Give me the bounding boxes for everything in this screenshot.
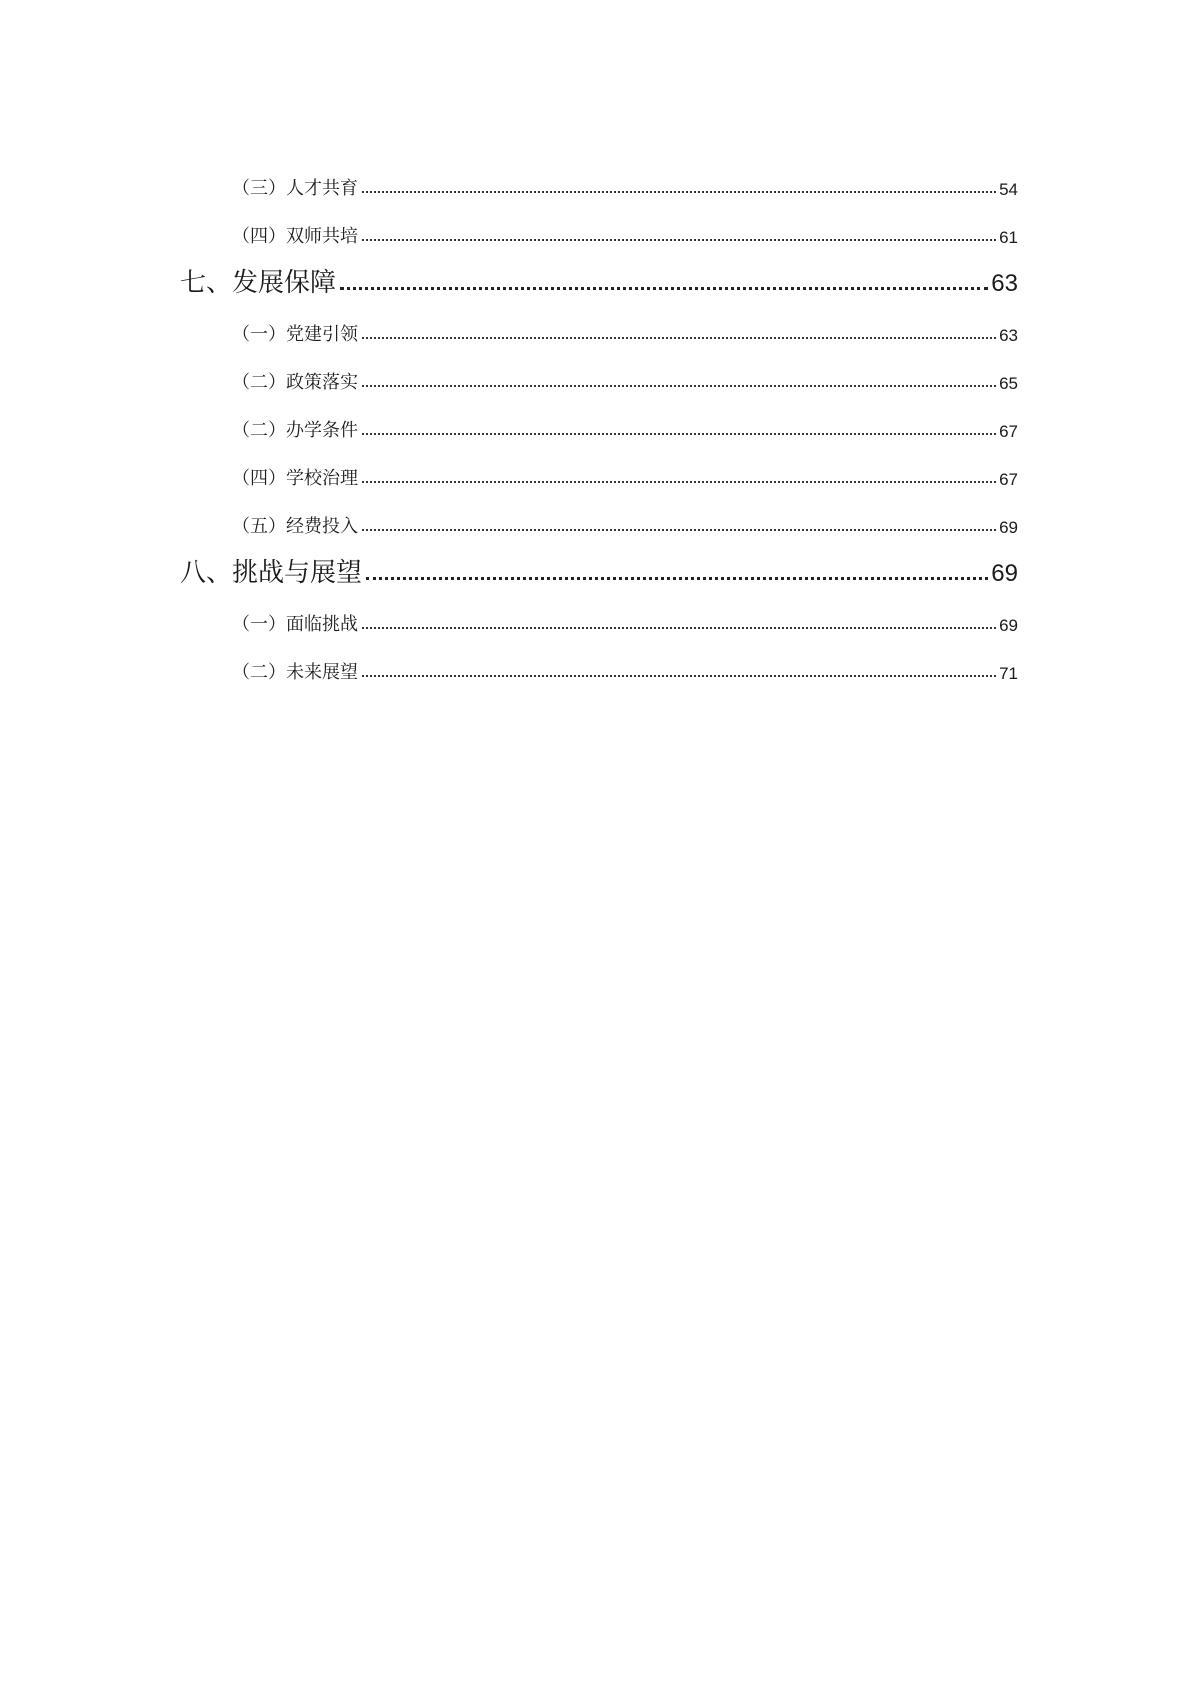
toc-page-number: 67 xyxy=(999,422,1018,441)
toc-page-number: 63 xyxy=(999,326,1018,345)
toc-chapter-label: 八、挑战与展望 xyxy=(180,558,363,588)
toc-entry-label: （二）政策落实 xyxy=(232,372,358,393)
toc-entry-label: （四）学校治理 xyxy=(232,468,358,489)
toc-entry-label: （四）双师共培 xyxy=(232,226,358,247)
table-of-contents xyxy=(180,150,1018,682)
toc-chapter-label: 七、发展保障 xyxy=(180,268,337,298)
toc-entry-label: （一）面临挑战 xyxy=(232,614,358,635)
toc-entry-dangjian-yinling[interactable] xyxy=(180,296,1018,344)
toc-entry-jingfei-touru[interactable] xyxy=(180,488,1018,536)
toc-dot-leader xyxy=(366,577,988,580)
toc-entry-weilai-zhanwang[interactable] xyxy=(180,634,1018,682)
toc-dot-leader xyxy=(362,627,996,629)
toc-chapter-tiaozhan-zhanwang[interactable] xyxy=(180,536,1018,586)
toc-entry-label: （二）办学条件 xyxy=(232,420,358,441)
toc-dot-leader xyxy=(362,481,996,483)
toc-page-number: 71 xyxy=(999,664,1018,683)
toc-dot-leader xyxy=(362,239,996,241)
toc-entry-zhengce-luoshi[interactable] xyxy=(180,344,1018,392)
toc-page-number: 61 xyxy=(999,228,1018,247)
toc-page-number: 69 xyxy=(999,518,1018,537)
toc-entry-label: （一）党建引领 xyxy=(232,324,358,345)
toc-entry-label: （二）未来展望 xyxy=(232,662,358,683)
toc-chapter-fazhan-baozhang[interactable] xyxy=(180,246,1018,296)
toc-dot-leader xyxy=(340,287,988,290)
toc-page-number: 63 xyxy=(991,270,1018,297)
toc-dot-leader xyxy=(362,385,996,387)
toc-page-number: 54 xyxy=(999,180,1018,199)
toc-page-number: 65 xyxy=(999,374,1018,393)
toc-entry-xuexiao-zhili[interactable] xyxy=(180,440,1018,488)
toc-entry-shuangshi-gongpei[interactable] xyxy=(180,198,1018,246)
toc-entry-banxue-tiaojian[interactable] xyxy=(180,392,1018,440)
toc-dot-leader xyxy=(362,675,996,677)
toc-dot-leader xyxy=(362,433,996,435)
toc-entry-rencai-gongyu[interactable] xyxy=(180,150,1018,198)
toc-dot-leader xyxy=(362,529,996,531)
toc-page-number: 69 xyxy=(991,560,1018,587)
toc-page-number: 69 xyxy=(999,616,1018,635)
toc-dot-leader xyxy=(362,191,996,193)
toc-page-number: 67 xyxy=(999,470,1018,489)
toc-dot-leader xyxy=(362,337,996,339)
toc-entry-mianlin-tiaozhan[interactable] xyxy=(180,586,1018,634)
toc-entry-label: （五）经费投入 xyxy=(232,516,358,537)
toc-entry-label: （三）人才共育 xyxy=(232,178,358,199)
